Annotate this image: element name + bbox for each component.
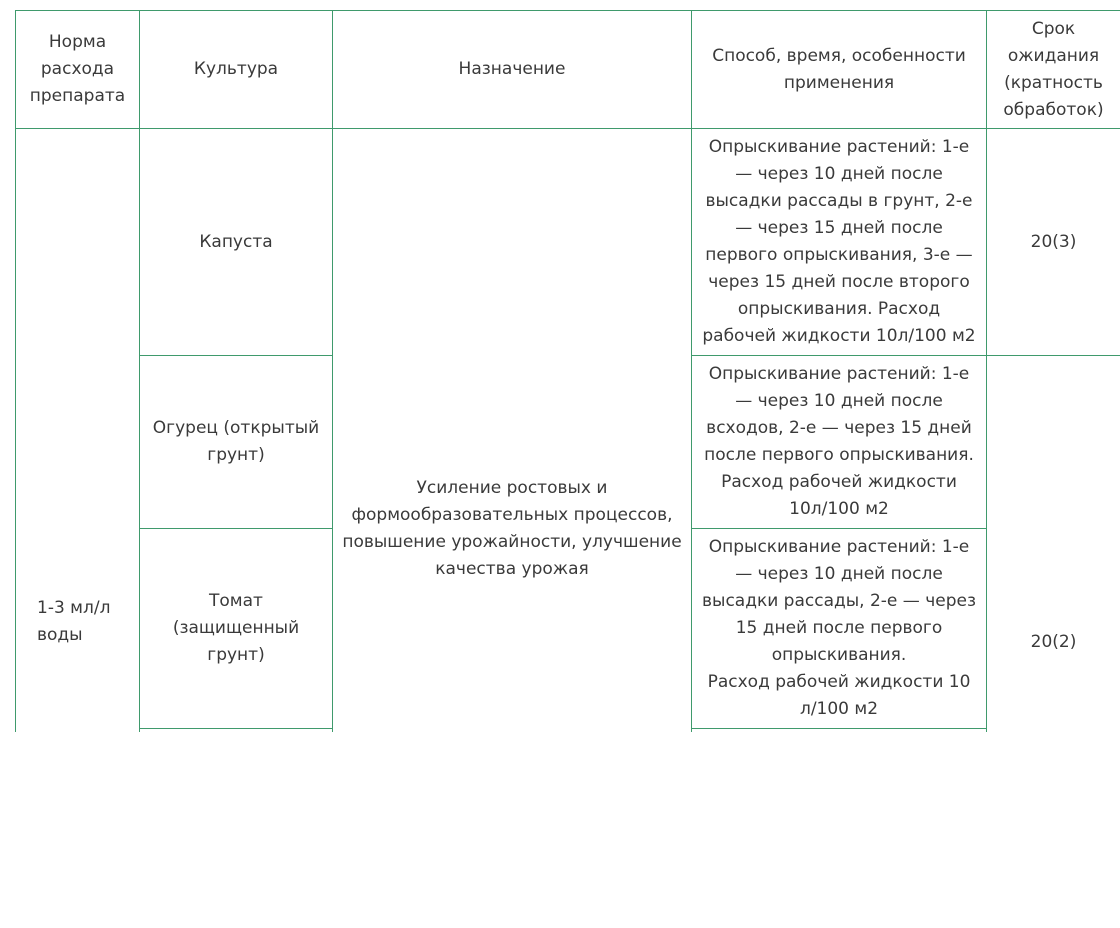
waiting-cabbage: 20(3) <box>1030 231 1077 252</box>
crop-tomato: Томат (защищенный грунт) <box>172 591 300 665</box>
method-tomato: Опрыскивание растений: 1-е — через 10 дней после высадки рассады, 2-е — через 15 дней после первого опрыскивания. Расход рабочей жидкости 10 л/100 м2 <box>702 537 976 719</box>
header-crop: Культура <box>193 59 279 79</box>
header-purpose: Назначение <box>458 59 566 79</box>
waiting-cucumber-tomato: 20(2) <box>1030 631 1077 652</box>
crop-cucumber: Огурец (открытый грунт) <box>152 418 320 465</box>
header-waiting: Срок ожидания (кратность обработок) <box>1003 18 1104 120</box>
purpose-value: Усиление ростовых и формообразовательных процессов, повышение урожайности, улучшение качества урожая <box>342 478 682 579</box>
row-divider <box>691 728 986 729</box>
header-rate: Норма расхода препарата <box>29 32 126 106</box>
row-divider <box>139 728 332 729</box>
method-cabbage: Опрыскивание растений: 1-е — через 10 дней после высадки рассады в грунт, 2-е — через 15 дней после первого опрыскивания, 3-е — через 15 дней после второго опрыскивания. Расход рабочей жидкости 10л/100 м2 <box>702 137 976 346</box>
crop-cabbage: Капуста <box>199 231 273 252</box>
rate-value: 1-3 мл/л воды <box>37 598 111 645</box>
method-cucumber: Опрыскивание растений: 1-е — через 10 дней после всходов, 2-е — через 15 дней после первого опрыскивания. Расход рабочей жидкости 10л/100 м2 <box>704 364 974 519</box>
header-method: Способ, время, особенности применения <box>712 45 966 93</box>
